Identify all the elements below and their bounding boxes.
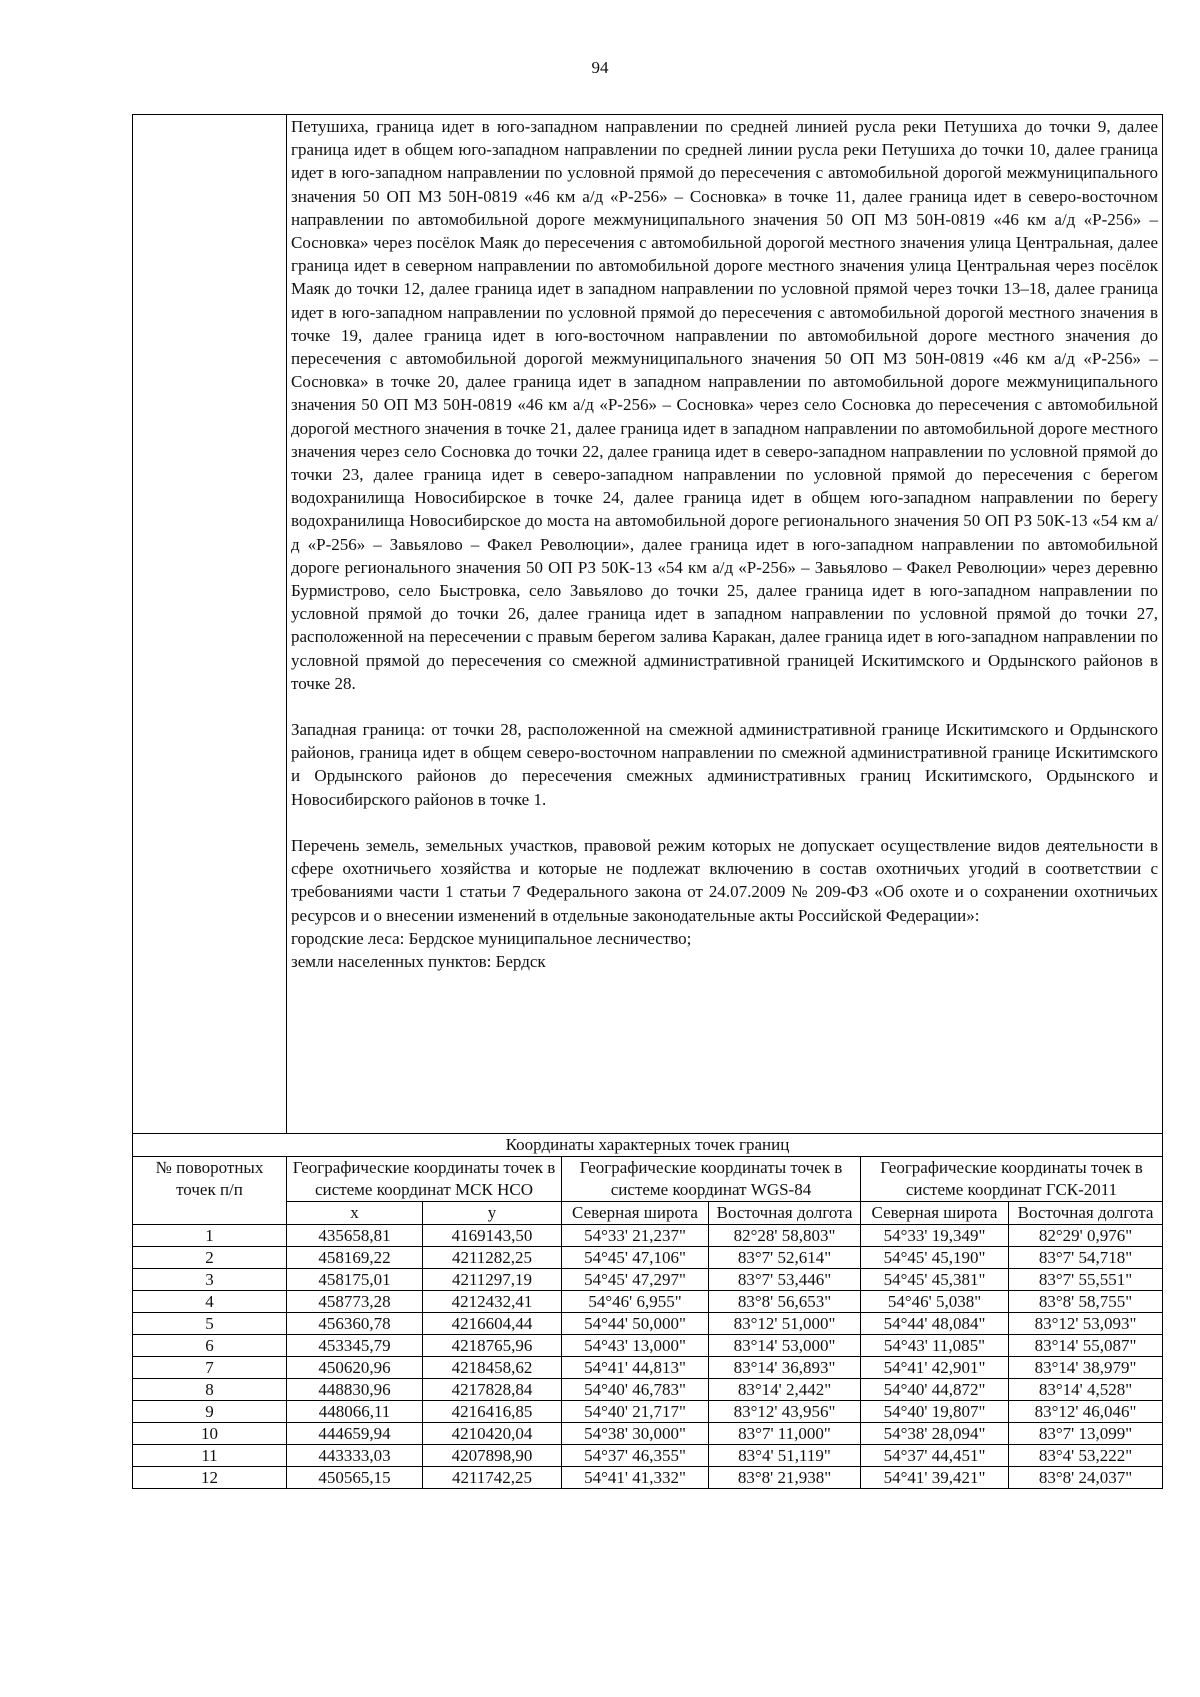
cell-point-number: 11 — [133, 1445, 287, 1467]
subheader-wgs-latitude: Северная широта — [562, 1202, 709, 1225]
cell-x: 450565,15 — [287, 1467, 423, 1489]
header-gsk2011: Географические координаты точек в системе координат ГСК-2011 — [861, 1157, 1163, 1202]
cell-wgs-longitude: 83°8' 21,938" — [709, 1467, 861, 1489]
cell-x: 448066,11 — [287, 1401, 423, 1423]
paragraph-west-boundary: Западная граница: от точки 28, расположенной на смежной административной границе Искитимского и Ордынского районов, граница идет в общем северо-восточном направлении по смежной административной границе Искитимского и Ордынского районов до пересечения смежных административных границ Искитимского, Ордынского и Новосибирского районов в точке 1. — [291, 720, 1159, 809]
cell-wgs-longitude: 83°7' 11,000" — [709, 1423, 861, 1445]
cell-point-number: 5 — [133, 1313, 287, 1335]
table-caption: Координаты характерных точек границ — [133, 1134, 1163, 1157]
cell-wgs-longitude: 83°12' 51,000" — [709, 1313, 861, 1335]
cell-point-number: 2 — [133, 1247, 287, 1269]
table-row — [133, 1313, 1163, 1335]
cell-wgs-longitude: 83°14' 2,442" — [709, 1379, 861, 1401]
header-wgs84: Географические координаты точек в системе координат WGS-84 — [562, 1157, 861, 1202]
cell-wgs-longitude: 83°14' 36,893" — [709, 1357, 861, 1379]
cell-gsk-latitude: 54°43' 11,085" — [861, 1335, 1009, 1357]
cell-x: 458175,01 — [287, 1269, 423, 1291]
table-row — [133, 1401, 1163, 1423]
cell-gsk-longitude: 83°7' 54,718" — [1009, 1247, 1163, 1269]
cell-gsk-latitude: 54°38' 28,094" — [861, 1423, 1009, 1445]
cell-wgs-latitude: 54°46' 6,955" — [562, 1291, 709, 1313]
cell-point-number: 9 — [133, 1401, 287, 1423]
cell-point-number: 4 — [133, 1291, 287, 1313]
cell-y: 4218458,62 — [423, 1357, 562, 1379]
page-number: 94 — [591, 58, 609, 77]
cell-x: 443333,03 — [287, 1445, 423, 1467]
cell-gsk-latitude: 54°45' 45,190" — [861, 1247, 1009, 1269]
subheader-x: х — [287, 1202, 423, 1225]
subheader-row — [133, 1202, 1163, 1225]
header-msk-nso: Географические координаты точек в системе координат МСК НСО — [287, 1157, 562, 1202]
cell-y: 4216416,85 — [423, 1401, 562, 1423]
cell-y: 4207898,90 — [423, 1445, 562, 1467]
cell-y: 4211742,25 — [423, 1467, 562, 1489]
cell-gsk-longitude: 83°14' 55,087" — [1009, 1335, 1163, 1357]
cell-gsk-longitude: 83°8' 24,037" — [1009, 1467, 1163, 1489]
cell-wgs-latitude: 54°44' 50,000" — [562, 1313, 709, 1335]
table-row — [133, 1445, 1163, 1467]
cell-point-number: 1 — [133, 1225, 287, 1247]
cell-x: 435658,81 — [287, 1225, 423, 1247]
paragraph-settlement-lands: земли населенных пунктов: Бердск — [291, 951, 546, 971]
cell-wgs-latitude: 54°45' 47,297" — [562, 1269, 709, 1291]
cell-gsk-latitude: 54°40' 44,872" — [861, 1379, 1009, 1401]
cell-gsk-latitude: 54°46' 5,038" — [861, 1291, 1009, 1313]
table-row — [133, 1269, 1163, 1291]
cell-x: 448830,96 — [287, 1379, 423, 1401]
cell-x: 450620,96 — [287, 1357, 423, 1379]
cell-y: 4211297,19 — [423, 1269, 562, 1291]
cell-y: 4169143,50 — [423, 1225, 562, 1247]
header-row — [133, 1157, 1163, 1202]
cell-gsk-latitude: 54°40' 19,807" — [861, 1401, 1009, 1423]
boundary-description-cell — [287, 115, 1163, 1134]
subheader-wgs-longitude: Восточная долгота — [709, 1202, 861, 1225]
paragraph-south-boundary: Петушиха, граница идет в юго-западном направлении по средней линией русла реки Петушиха до точки 9, далее граница идет в общем юго-западном направлении по средней линии русла реки Петушиха до точки 10, далее граница идет в юго-западном направлении по условной прямой до пересечения с автомобильной дорогой межмуниципального значения 50 ОП МЗ 50Н-0819 «46 км а/д «Р-256» – Сосновка» в точке 11, далее граница идет в северо-восточном направлении по автомобильной дороге межмуниципального значения 50 ОП МЗ 50Н-0819 «46 км а/д «Р-256» – Сосновка» через посёлок Маяк до пересечения с автомобильной дорогой местного значения улица Центральная, далее граница идет в северном направлении по автомобильной дороге местного значения улица Центральная через посёлок Маяк до точки 12, далее граница идет в западном направлении по условной прямой через точки 13–18, далее граница идет в юго-западном направлении по условной прямой до пересечения с автомобильной дорогой местного значения в точке 19, далее граница идет в юго-восточном направлении по автомобильной дороге местного значения до пересечения с автомобильной дорогой межмуниципального значения 50 ОП МЗ 50Н-0819 «46 км а/д «Р-256» – Сосновка» в точке 20, далее граница идет в западном направлении по автомобильной дороге межмуниципального значения 50 ОП МЗ 50Н-0819 «46 км а/д «Р-256» – Сосновка» через село Сосновка до пересечения с автомобильной дорогой местного значения в точке 21, далее граница идет в западном направлении по автомобильной дороге местного значения через село Сосновка до точки 22, далее граница идет в северо-западном направлении по условной прямой до точки 23, далее граница идет в северо-западном направлении по условной прямой до пересечения с берегом водохранилища Новосибирское в точке 24, далее граница идет в общем юго-западном направлении по берегу водохранилища Новосибирское до моста на автомобильной дороге регионального значения 50 ОП РЗ 50К-13 «54 км а/д «Р-256» – Завьялово – Факел Революции», далее граница идет в юго-западном направлении по автомобильной дороге регионального значения 50 ОП РЗ 50К-13 «54 км а/д «Р-256» – Завьялово – Факел Революции» через деревню Бурмистрово, село Быстровка, село Завьялово до точки 25, далее граница идет в юго-западном направлении по условной прямой до точки 26, далее граница идет в западном направлении по условной прямой до точки 27, расположенной на пересечении с правым берегом залива Каракан, далее граница идет в юго-западном направлении по условной прямой до пересечения со смежной административной границей Искитимского и Ордынского районов в точке 28. — [291, 117, 1159, 693]
cell-y: 4210420,04 — [423, 1423, 562, 1445]
cell-wgs-latitude: 54°40' 46,783" — [562, 1379, 709, 1401]
cell-wgs-latitude: 54°40' 21,717" — [562, 1401, 709, 1423]
cell-gsk-longitude: 83°12' 53,093" — [1009, 1313, 1163, 1335]
cell-y: 4216604,44 — [423, 1313, 562, 1335]
cell-point-number: 3 — [133, 1269, 287, 1291]
boundary-document-table — [132, 114, 1163, 1489]
subheader-y: у — [423, 1202, 562, 1225]
cell-wgs-latitude: 54°45' 47,106" — [562, 1247, 709, 1269]
cell-gsk-longitude: 83°12' 46,046" — [1009, 1401, 1163, 1423]
coordinate-rows — [133, 1225, 1163, 1489]
cell-point-number: 12 — [133, 1467, 287, 1489]
cell-wgs-longitude: 83°4' 51,119" — [709, 1445, 861, 1467]
table-row — [133, 1379, 1163, 1401]
paragraph-excluded-lands: Перечень земель, земельных участков, правовой режим которых не допускает осуществление видов деятельности в сфере охотничьего хозяйства и которые не подлежат включению в состав охотничьих угодий в соответствии с требованиями части 1 статьи 7 Федерального закона от 24.07.2009 № 209-ФЗ «Об охоте и о сохранении охотничьих ресурсов и о внесении изменений в отдельные законодательные акты Российской Федерации»: — [291, 835, 1159, 925]
cell-point-number: 8 — [133, 1379, 287, 1401]
cell-point-number: 10 — [133, 1423, 287, 1445]
cell-y: 4218765,96 — [423, 1335, 562, 1357]
cell-gsk-latitude: 54°37' 44,451" — [861, 1445, 1009, 1467]
cell-wgs-latitude: 54°43' 13,000" — [562, 1335, 709, 1357]
table-row — [133, 1357, 1163, 1379]
cell-gsk-longitude: 83°7' 13,099" — [1009, 1423, 1163, 1445]
cell-x: 456360,78 — [287, 1313, 423, 1335]
cell-x: 444659,94 — [287, 1423, 423, 1445]
cell-wgs-latitude: 54°33' 21,237" — [562, 1225, 709, 1247]
cell-gsk-longitude: 83°7' 55,551" — [1009, 1269, 1163, 1291]
cell-y: 4211282,25 — [423, 1247, 562, 1269]
cell-gsk-latitude: 54°41' 42,901" — [861, 1357, 1009, 1379]
cell-gsk-longitude: 83°14' 4,528" — [1009, 1379, 1163, 1401]
cell-wgs-longitude: 83°12' 43,956" — [709, 1401, 861, 1423]
table-row — [133, 1335, 1163, 1357]
cell-y: 4212432,41 — [423, 1291, 562, 1313]
cell-x: 453345,79 — [287, 1335, 423, 1357]
cell-y: 4217828,84 — [423, 1379, 562, 1401]
cell-wgs-latitude: 54°41' 41,332" — [562, 1467, 709, 1489]
description-row — [133, 115, 1163, 1134]
table-row — [133, 1247, 1163, 1269]
table-row — [133, 1291, 1163, 1313]
cell-gsk-latitude: 54°45' 45,381" — [861, 1269, 1009, 1291]
cell-point-number: 7 — [133, 1357, 287, 1379]
header-point-number: № поворотных точек п/п — [133, 1157, 287, 1225]
cell-wgs-longitude: 82°28' 58,803" — [709, 1225, 861, 1247]
cell-wgs-latitude: 54°41' 44,813" — [562, 1357, 709, 1379]
cell-wgs-longitude: 83°7' 52,614" — [709, 1247, 861, 1269]
cell-gsk-longitude: 83°14' 38,979" — [1009, 1357, 1163, 1379]
table-row — [133, 1225, 1163, 1247]
cell-wgs-longitude: 83°7' 53,446" — [709, 1269, 861, 1291]
cell-gsk-longitude: 82°29' 0,976" — [1009, 1225, 1163, 1247]
cell-gsk-latitude: 54°33' 19,349" — [861, 1225, 1009, 1247]
subheader-gsk-longitude: Восточная долгота — [1009, 1202, 1163, 1225]
cell-wgs-latitude: 54°37' 46,355" — [562, 1445, 709, 1467]
cell-wgs-longitude: 83°14' 53,000" — [709, 1335, 861, 1357]
cell-gsk-longitude: 83°8' 58,755" — [1009, 1291, 1163, 1313]
cell-x: 458169,22 — [287, 1247, 423, 1269]
table-row — [133, 1467, 1163, 1489]
table-row — [133, 1423, 1163, 1445]
cell-point-number: 6 — [133, 1335, 287, 1357]
subheader-gsk-latitude: Северная широта — [861, 1202, 1009, 1225]
cell-gsk-latitude: 54°44' 48,084" — [861, 1313, 1009, 1335]
cell-wgs-latitude: 54°38' 30,000" — [562, 1423, 709, 1445]
cell-x: 458773,28 — [287, 1291, 423, 1313]
cell-gsk-longitude: 83°4' 53,222" — [1009, 1445, 1163, 1467]
paragraph-city-forests: городские леса: Бердское муниципальное лесничество; — [291, 928, 692, 948]
description-left-cell — [133, 115, 287, 1134]
cell-wgs-longitude: 83°8' 56,653" — [709, 1291, 861, 1313]
cell-gsk-latitude: 54°41' 39,421" — [861, 1467, 1009, 1489]
